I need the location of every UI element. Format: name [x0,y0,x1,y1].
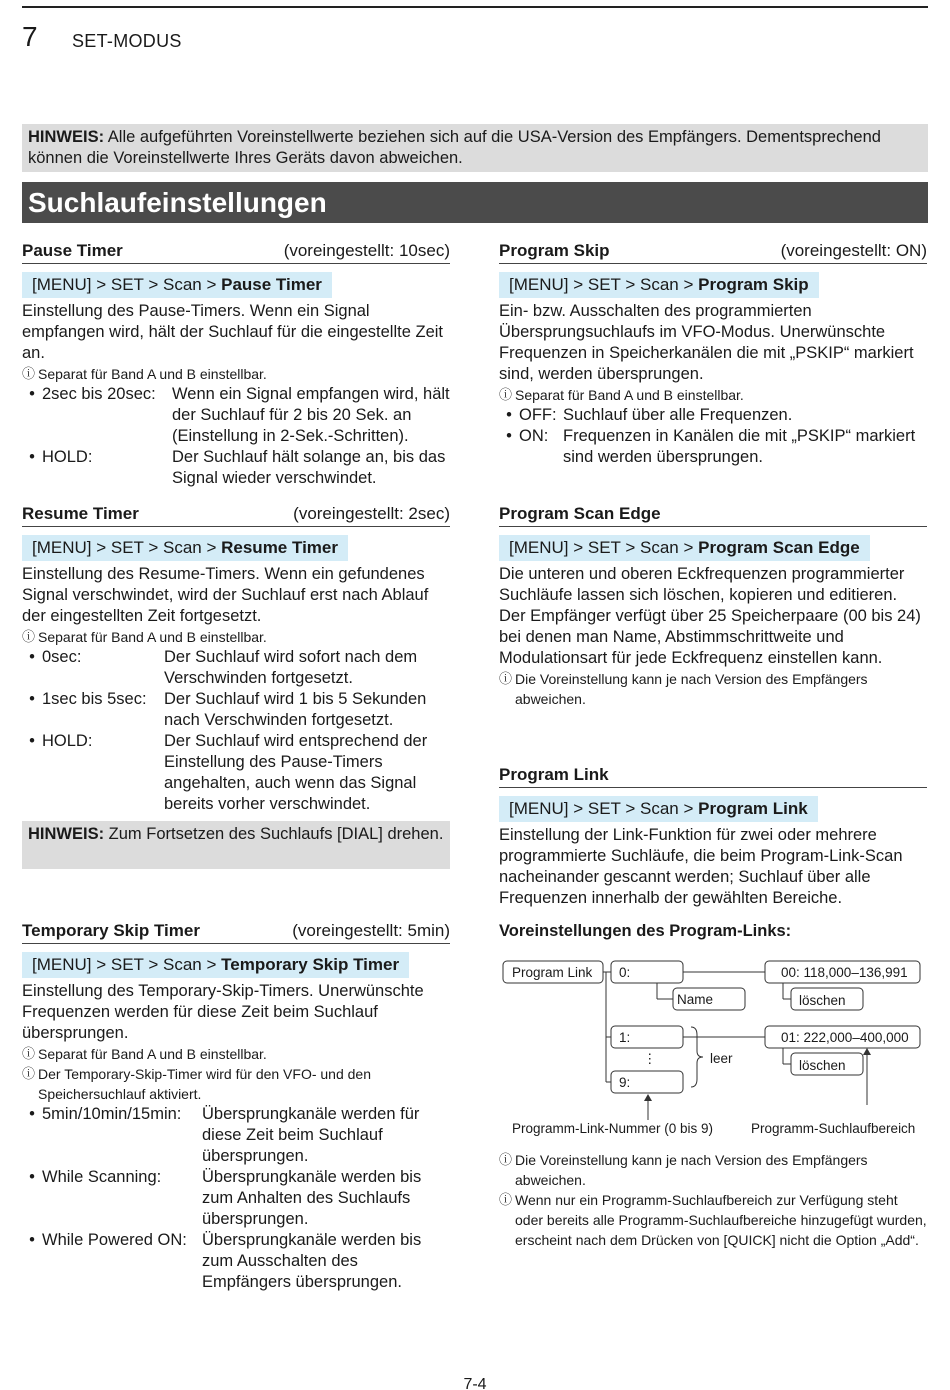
temp-skip-menu-path [22,952,409,978]
section-title: Suchlaufeinstellungen [22,182,928,223]
pause-timer-menu-path [22,272,332,298]
bullet-icon: • [506,406,512,424]
option-key: 5min/10min/15min: [42,1105,182,1123]
option-value: Übersprungkanäle werden für diese Zeit beim Suchlauf übersprungen. [202,1105,420,1165]
program-skip-info [499,385,927,405]
option-key: While Scanning: [42,1168,162,1186]
info-circle-icon: ⓘ [22,629,36,644]
list-item [22,689,450,731]
resume-timer-menu-path [22,535,348,561]
bullet-icon: • [29,690,35,708]
program-skip-section [499,240,927,468]
option-value: Wenn ein Signal empfangen wird, hält der Suchlauf für 2 bis 20 Sek. an (Einstellung in 2-Sek.-Schritten). [172,385,450,445]
note-label: HINWEIS: [28,825,105,843]
top-note-label: HINWEIS: [28,128,105,146]
option-key: ON: [519,427,549,445]
top-note-text: Alle aufgeführten Voreinstellwerte beziehen sich auf die USA-Version des Empfängers. Dementsprechend können die Voreinstellwerte Ihres Geräts davon abweichen. [28,128,881,167]
menu-path-text: [MENU] > SET > Scan > [509,275,699,294]
pause-timer-heading [22,240,450,264]
bullet-icon: • [29,732,35,750]
option-key: HOLD: [42,448,93,466]
diagram-caption-left: Programm-Link-Nummer (0 bis 9) [512,1121,714,1136]
menu-path-text: [MENU] > SET > Scan > [32,538,222,557]
bullet-icon: • [29,385,35,403]
program-link-heading [499,764,927,788]
pause-timer-default: (voreingestellt: 10sec) [283,241,450,260]
resume-timer-default: (voreingestellt: 2sec) [293,504,450,523]
program-scan-edge-heading [499,503,927,527]
temp-skip-heading [22,920,450,944]
option-value: Der Suchlauf hält solange an, bis das Signal wieder verschwindet. [172,448,446,487]
info-circle-icon: ⓘ [499,1152,513,1167]
info-text: Separat für Band A und B einstellbar. [38,1046,267,1062]
chapter-number: 7 [22,21,38,52]
resume-timer-heading [22,503,450,527]
option-key: 2sec bis 20sec: [42,385,156,403]
option-value: Übersprungkanäle werden bis zum Ausschalten des Empfängers übersprungen. [202,1231,422,1291]
menu-item-text: Program Link [698,799,808,818]
header-rule [22,6,928,8]
program-link-diagram [499,955,929,1140]
menu-item-text: Program Scan Edge [698,538,860,557]
info-text: Die Voreinstellung kann je nach Version des Empfängers abweichen. [515,1152,868,1188]
temp-skip-info-2 [22,1064,450,1104]
diagram-slot0-label: 0: [619,965,631,980]
bullet-icon: • [29,1231,35,1249]
list-item [22,447,450,489]
info-text: Separat für Band A und B einstellbar. [38,366,267,382]
menu-item-text: Program Skip [698,275,809,294]
list-item [22,384,450,447]
note-text: Zum Fortsetzen des Suchlaufs [DIAL] drehen. [104,825,444,843]
diagram-vdots: ⋮ [643,1051,657,1066]
list-item [499,405,927,426]
info-circle-icon: ⓘ [499,671,513,686]
option-key: HOLD: [42,732,93,750]
chapter-title: SET-MODUS [72,31,182,51]
option-value: Der Suchlauf wird 1 bis 5 Sekunden nach Verschwinden fortgesetzt. [164,690,427,729]
option-key: 0sec: [42,648,82,666]
program-scan-edge-name: Program Scan Edge [499,504,661,523]
list-item [22,1230,450,1293]
option-value: Der Suchlauf wird entsprechend der Einstellung des Pause-Timers angehalten, auch wenn das Signal bereits vorher verschwindet. [164,732,428,813]
program-scan-edge-desc-1: Die unteren und oberen Eckfrequenzen programmierter Suchläufe lassen sich löschen, kopieren und editieren. [499,565,905,604]
program-link-info-1 [499,1150,927,1190]
info-circle-icon: ⓘ [22,1046,36,1061]
program-link-notes [499,1150,927,1250]
info-text: Wenn nur ein Programm-Suchlaufbereich zur Verfügung steht oder bereits alle Programm-Suchlaufbereiche hinzugefügt wurden, erscheint nach dem Drücken von [QUICK] nicht die Option „Add“. [515,1192,927,1248]
menu-path-text: [MENU] > SET > Scan > [509,799,699,818]
pause-timer-info [22,364,450,384]
option-value: Frequenzen in Kanälen die mit „PSKIP“ markiert sind werden übersprungen. [563,427,916,466]
menu-item-text: Pause Timer [221,275,322,294]
resume-timer-name: Resume Timer [22,504,139,523]
option-key: OFF: [519,406,557,424]
program-link-name: Program Link [499,765,609,784]
resume-timer-section [22,503,450,869]
temp-skip-section [22,920,450,1293]
bullet-icon: • [29,648,35,666]
temp-skip-info-1 [22,1044,450,1064]
program-scan-edge-section [499,503,927,709]
diagram-caption-right: Programm-Suchlaufbereich [751,1121,916,1136]
bullet-icon: • [506,427,512,445]
menu-path-text: [MENU] > SET > Scan > [509,538,699,557]
resume-timer-note [22,821,450,869]
info-text: Separat für Band A und B einstellbar. [38,629,267,645]
menu-item-text: Temporary Skip Timer [221,955,400,974]
resume-timer-info [22,627,450,647]
temp-skip-name: Temporary Skip Timer [22,921,200,940]
menu-path-text: [MENU] > SET > Scan > [32,955,222,974]
diagram-delete2-label: löschen [799,1058,846,1073]
program-scan-edge-menu-path [499,535,870,561]
pause-timer-desc: Einstellung des Pause-Timers. Wenn ein Signal empfangen wird, hält der Suchlauf für die eingestellte Zeit an. [22,302,443,362]
info-circle-icon: ⓘ [22,1066,36,1081]
diagram-root-label: Program Link [512,965,593,980]
program-link-section [499,764,927,942]
info-text: Die Voreinstellung kann je nach Version des Empfängers abweichen. [515,671,868,707]
temp-skip-desc: Einstellung des Temporary-Skip-Timers. Unerwünschte Frequenzen werden für diese Zeit beim Suchlauf übersprungen. [22,982,424,1042]
diagram-range01-label: 01: 222,000–400,000 [781,1030,909,1045]
pause-timer-section [22,240,450,489]
list-item [22,731,450,815]
list-item [22,647,450,689]
program-skip-desc: Ein- bzw. Ausschalten des programmierten Übersprungsuchlaufs im VFO-Modus. Unerwünschte Frequenzen in Speicherkanälen die mit „PSKIP“ markiert sind, werden übersprungen. [499,302,914,383]
option-value: Suchlauf über alle Frequenzen. [563,406,793,424]
info-circle-icon: ⓘ [499,1192,513,1207]
bullet-icon: • [29,448,35,466]
diagram-title: Voreinstellungen des Program-Links: [499,922,792,940]
diagram-slot9-label: 9: [619,1075,631,1090]
info-circle-icon: ⓘ [22,366,36,381]
list-item [22,1104,450,1167]
option-key: 1sec bis 5sec: [42,690,147,708]
option-value: Der Suchlauf wird sofort nach dem Verschwinden fortgesetzt. [164,648,418,687]
bullet-icon: • [29,1168,35,1186]
program-skip-heading [499,240,927,264]
option-value: Übersprungkanäle werden bis zum Anhalten des Suchlaufs übersprungen. [202,1168,422,1228]
program-scan-edge-info [499,669,927,709]
program-skip-default: (voreingestellt: ON) [780,241,927,260]
info-text: Separat für Band A und B einstellbar. [515,387,744,403]
menu-item-text: Resume Timer [221,538,338,557]
menu-path-text: [MENU] > SET > Scan > [32,275,222,294]
program-link-desc: Einstellung der Link-Funktion für zwei oder mehrere programmierte Suchläufe, die beim Program-Link-Scan nacheinander gescannt werden; Suchlauf über alle Frequenzen innerhalb der gewählten Bereiche. [499,826,903,907]
top-note [22,124,928,172]
diagram-name-label: Name [677,992,714,1007]
option-key: While Powered ON: [42,1231,187,1249]
bullet-icon: • [29,1105,35,1123]
program-skip-name: Program Skip [499,241,610,260]
program-skip-menu-path [499,272,819,298]
temp-skip-default: (voreingestellt: 5min) [292,921,450,940]
pause-timer-name: Pause Timer [22,241,123,260]
info-circle-icon: ⓘ [499,387,513,402]
diagram-range00-label: 00: 118,000–136,991 [781,965,908,980]
program-link-info-2 [499,1190,927,1250]
list-item [499,426,927,468]
resume-timer-desc: Einstellung des Resume-Timers. Wenn ein gefundenes Signal verschwindet, wird der Suchlauf erst nach Ablauf der eingestellten Zeit fortgesetzt. [22,565,429,625]
diagram-delete1-label: löschen [799,993,846,1008]
diagram-slot1-label: 1: [619,1030,631,1045]
diagram-leer-label: leer [710,1051,733,1066]
list-item [22,1167,450,1230]
program-link-menu-path [499,796,818,822]
info-text: Der Temporary-Skip-Timer wird für den VFO- und den Speichersuchlauf aktiviert. [38,1066,371,1102]
program-scan-edge-desc-2: Der Empfänger verfügt über 25 Speicherpaare (00 bis 24) bei denen man Name, Abstimmschrittweite und Modulationsart für jede Eckfrequenz einstellen kann. [499,607,921,667]
page-number: 7-4 [463,1376,487,1390]
